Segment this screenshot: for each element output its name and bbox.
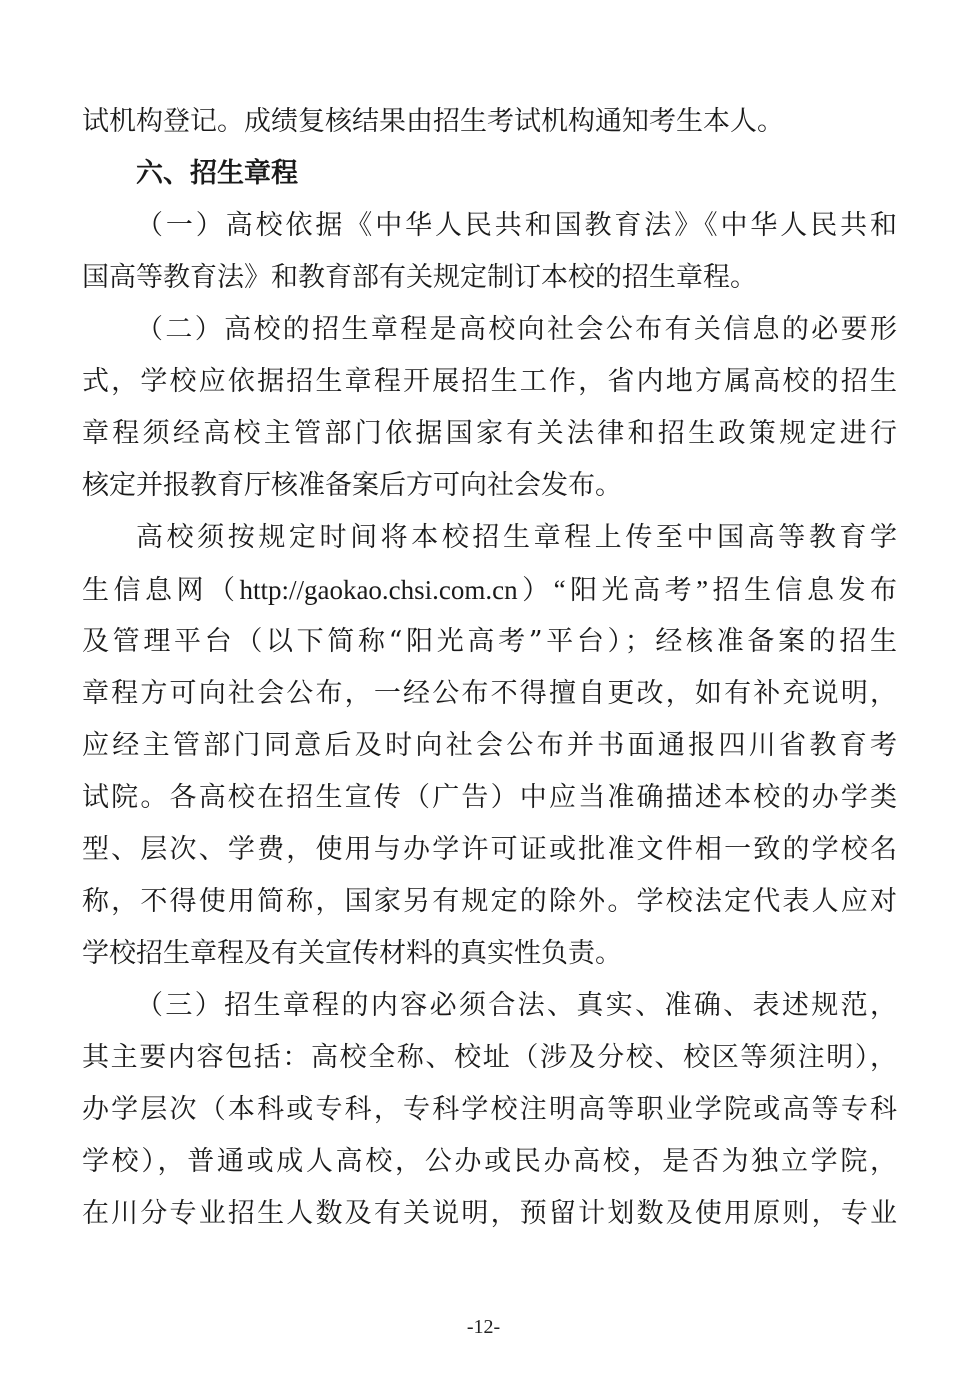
- text-line: 其主要内容包括：高校全称、校址（涉及分校、校区等须注明），: [82, 1042, 897, 1073]
- text-line: 称，不得使用简称，国家另有规定的除外。学校法定代表人应对: [82, 886, 897, 917]
- text-line: 章程方可向社会公布，一经公布不得擅自更改，如有补充说明，: [82, 678, 897, 709]
- text-line: （一）高校依据《中华人民共和国教育法》《中华人民共和: [136, 210, 897, 241]
- text-line: 办学层次（本科或专科，专科学校注明高等职业学院或高等专科: [82, 1094, 897, 1125]
- text-line: 国高等教育法》和教育部有关规定制订本校的招生章程。: [82, 262, 757, 293]
- text-line: 试院。各高校在招生宣传（广告）中应当准确描述本校的办学类: [82, 782, 897, 813]
- document-body: [82, 96, 897, 1240]
- text-line: 学校招生章程及有关宣传材料的真实性负责。: [82, 938, 622, 969]
- text-line: 核定并报教育厅核准备案后方可向社会发布。: [82, 470, 622, 501]
- text-line: 在川分专业招生人数及有关说明，预留计划数及使用原则，专业: [82, 1198, 897, 1229]
- text-line: 章程须经高校主管部门依据国家有关法律和招生政策规定进行: [82, 418, 897, 449]
- text-line: 试机构登记。成绩复核结果由招生考试机构通知考生本人。: [82, 106, 784, 137]
- text-line: （三）招生章程的内容必须合法、真实、准确、表述规范，: [136, 990, 897, 1021]
- text-line: 式，学校应依据招生章程开展招生工作，省内地方属高校的招生: [82, 366, 897, 397]
- text-line: 型、层次、学费，使用与办学许可证或批准文件相一致的学校名: [82, 834, 897, 865]
- section-heading: 六、招生章程: [136, 158, 298, 189]
- text-line: 应经主管部门同意后及时向社会公布并书面通报四川省教育考: [82, 730, 897, 761]
- text-line: （二）高校的招生章程是高校向社会公布有关信息的必要形: [136, 314, 897, 345]
- text-line: 高校须按规定时间将本校招生章程上传至中国高等教育学: [136, 522, 897, 553]
- page-number: -12-: [466, 1316, 501, 1338]
- text-line: 及管理平台（以下简称“阳光高考”平台）；经核准备案的招生: [82, 626, 897, 657]
- text-line-with-url: 生信息网（http://gaokao.chsi.com.cn）“阳光高考”招生信息发布: [82, 575, 897, 605]
- text-line: 学校），普通或成人高校，公办或民办高校，是否为独立学院，: [82, 1146, 897, 1177]
